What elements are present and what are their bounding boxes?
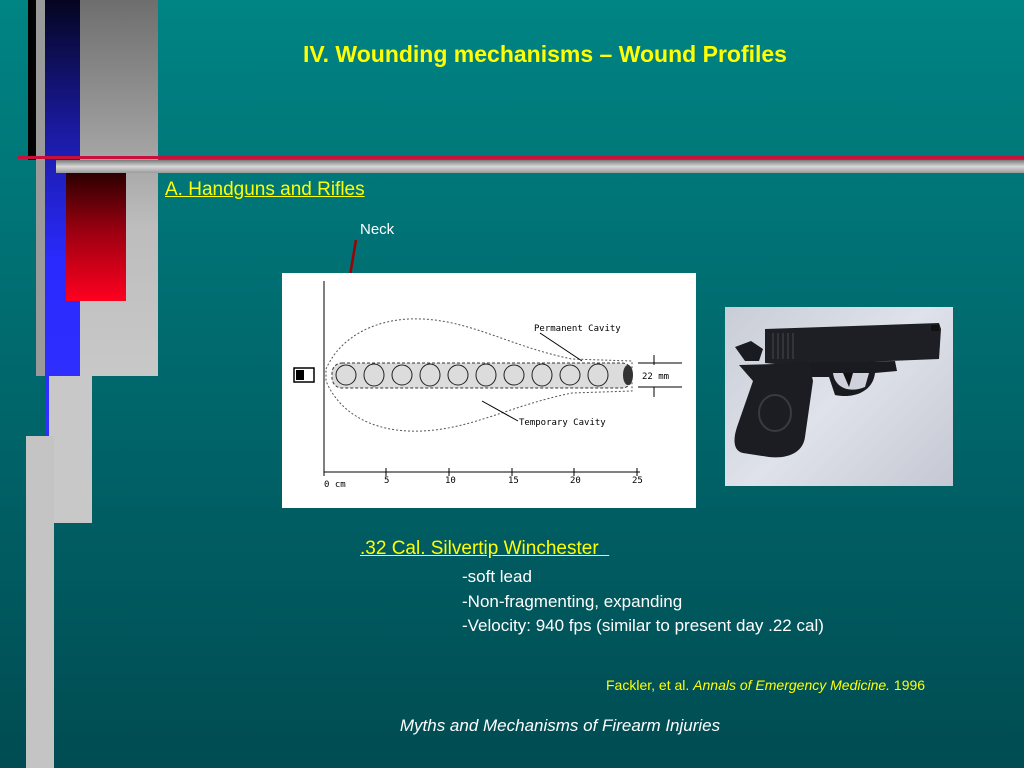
footer-text: Myths and Mechanisms of Firearm Injuries — [399, 716, 721, 735]
permanent-cavity-label: Permanent Cavity — [534, 324, 621, 334]
axis-tick-5: 5 — [384, 476, 390, 486]
section-heading: A. Handguns and Rifles — [165, 179, 365, 200]
divider-red-line — [18, 156, 1024, 159]
slide-title: IV. Wounding mechanisms – Wound Profiles — [303, 41, 787, 67]
handgun-photo — [725, 307, 953, 486]
pistol-icon — [725, 307, 953, 486]
detail-item: -Velocity: 940 fps (similar to present day .22 cal) — [462, 616, 824, 635]
axis-tick-20: 20 — [570, 476, 581, 486]
decor-bar-red — [66, 172, 126, 301]
axis-tick-10: 10 — [445, 476, 456, 486]
citation-authors: Fackler, et al. — [606, 677, 694, 693]
width-label: 22 mm — [642, 372, 670, 382]
axis-tick-15: 15 — [508, 476, 519, 486]
citation-journal: Annals of Emergency Medicine. — [693, 677, 891, 693]
detail-item: -soft lead — [462, 567, 532, 586]
citation-year: 1996 — [890, 677, 926, 693]
axis-tick-0: 0 cm — [324, 480, 346, 490]
neck-label: Neck — [360, 221, 395, 238]
decor-bar-gray-middle — [49, 376, 92, 523]
divider-gray-bar — [56, 160, 1024, 173]
ammo-caption: .32 Cal. Silvertip Winchester — [360, 538, 610, 559]
axis-tick-25: 25 — [632, 476, 643, 486]
wound-profile-figure — [282, 273, 696, 508]
decor-bar-gray-lower — [26, 436, 54, 768]
temporary-cavity-label: Temporary Cavity — [519, 418, 606, 428]
detail-item: -Non-fragmenting, expanding — [462, 592, 683, 611]
citation — [606, 677, 925, 693]
